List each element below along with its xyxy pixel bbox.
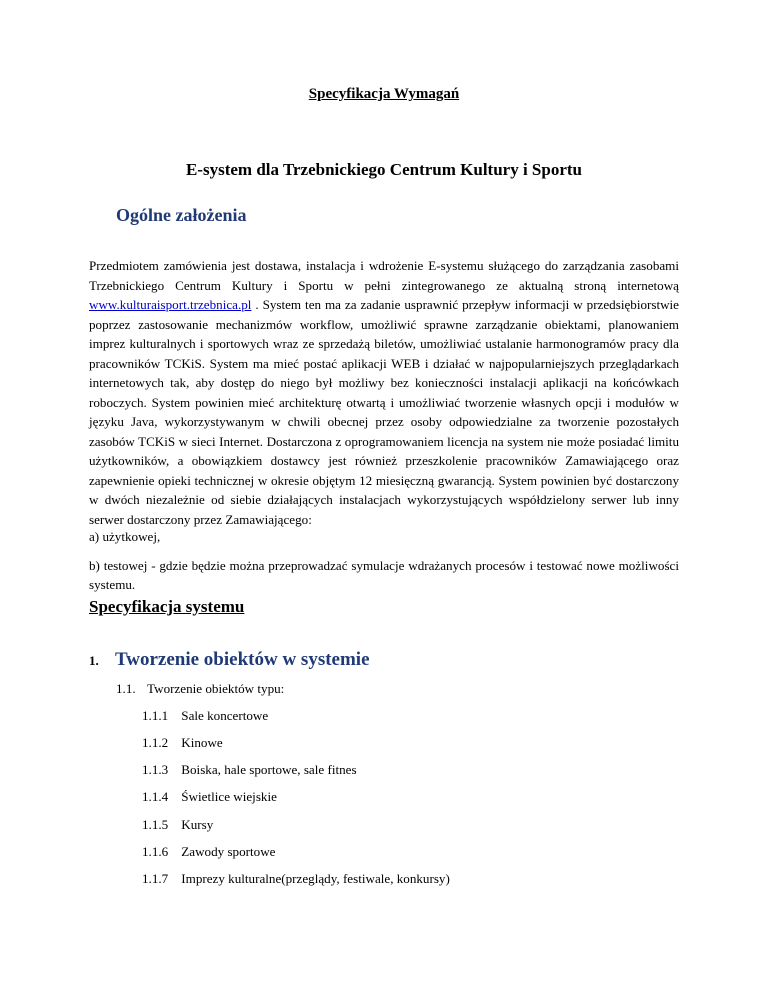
installation-production: a) użytkowej, (89, 529, 161, 544)
list-item (142, 762, 357, 778)
list-item (142, 735, 223, 751)
section-1-1-label: Tworzenie obiektów typu: (147, 681, 285, 696)
list-item (142, 789, 277, 805)
item-label: Świetlice wiejskie (181, 789, 277, 804)
item-number: 1.1.6 (142, 844, 169, 859)
website-link[interactable]: www.kulturaisport.trzebnica.pl (89, 297, 252, 312)
item-number: 1.1.3 (142, 762, 169, 777)
item-label: Boiska, hale sportowe, sale fitnes (181, 762, 357, 777)
item-label: Kursy (181, 817, 214, 832)
intro-text-after-link: . System ten ma za zadanie usprawnić przepływ informacji w przedsiębiorstwie poprzez zastosowanie mechanizmów workflow, umożliwić sprawne zarządzanie obiektami, planowaniem imprez kulturalnych i sportowych wraz ze sprzedażą biletów, umożliwiać ustalanie harmonogramów pracy dla pracowników TCKiS. System ma mieć postać aplikacji WEB i działać w najpopularniejszych przeglądarkach internetowych tak, aby dostęp do niego był możliwy bez konieczności instalacji aplikacji na końcówkach roboczych. System powinien mieć architekturę otwartą i umożliwiać tworzenie własnych opcji i modułów w języku Java, wykorzystywanym w chwili obecnej przez osoby odpowiedzialne za tworzenie pozostałych zasobów TCKiS w sieci Internet. Dostarczona z oprogramowaniem licencja na system nie może posiadać limitu użytkowników, a obowiązkiem dostawcy jest również przeszkolenie pracowników Zamawiającego oraz zapewnienie opieki technicznej w okresie objętym 12 miesięczną gwarancją. System powinien być dostarczony w dwóch niezależnie od siebie działających instalacjach wykorzystujących współdzielony serwer lub inny serwer dostarczony przez Zamawiającego: (89, 297, 679, 527)
item-label: Sale koncertowe (181, 708, 269, 723)
item-number: 1.1.1 (142, 708, 169, 723)
list-item (142, 817, 213, 833)
list-item (142, 844, 275, 860)
document-subtitle: E-system dla Trzebnickiego Centrum Kultury i Sportu (185, 160, 583, 179)
section-1-title: Tworzenie obiektów w systemie (115, 649, 370, 670)
system-spec-heading: Specyfikacja systemu (89, 597, 245, 616)
document-title: Specyfikacja Wymagań (308, 86, 460, 102)
item-number: 1.1.5 (142, 817, 169, 832)
general-assumptions-heading: Ogólne założenia (116, 205, 247, 225)
item-number: 1.1.2 (142, 735, 169, 750)
item-number: 1.1.7 (142, 871, 169, 886)
section-1-heading (89, 649, 370, 671)
item-label: Imprezy kulturalne(przeglądy, festiwale, konkursy) (181, 871, 450, 886)
section-1-number: 1. (89, 653, 99, 668)
list-item (142, 871, 450, 887)
item-number: 1.1.4 (142, 789, 169, 804)
intro-text-before-link: Przedmiotem zamówienia jest dostawa, instalacja i wdrożenie E-systemu służącego do zarządzania zasobami Trzebnickiego Centrum Kultury i Sportu w pełni zintegrowanego ze aktualną stroną internetową (89, 258, 679, 293)
section-1-1-number: 1.1. (116, 681, 136, 696)
section-1-1 (116, 681, 284, 697)
list-item (142, 708, 268, 724)
item-label: Zawody sportowe (181, 844, 276, 859)
intro-paragraph (89, 256, 679, 529)
item-label: Kinowe (181, 735, 223, 750)
installation-test: b) testowej - gdzie będzie można przeprowadzać symulacje wdrażanych procesów i testować nowe możliwości systemu. (89, 558, 679, 592)
